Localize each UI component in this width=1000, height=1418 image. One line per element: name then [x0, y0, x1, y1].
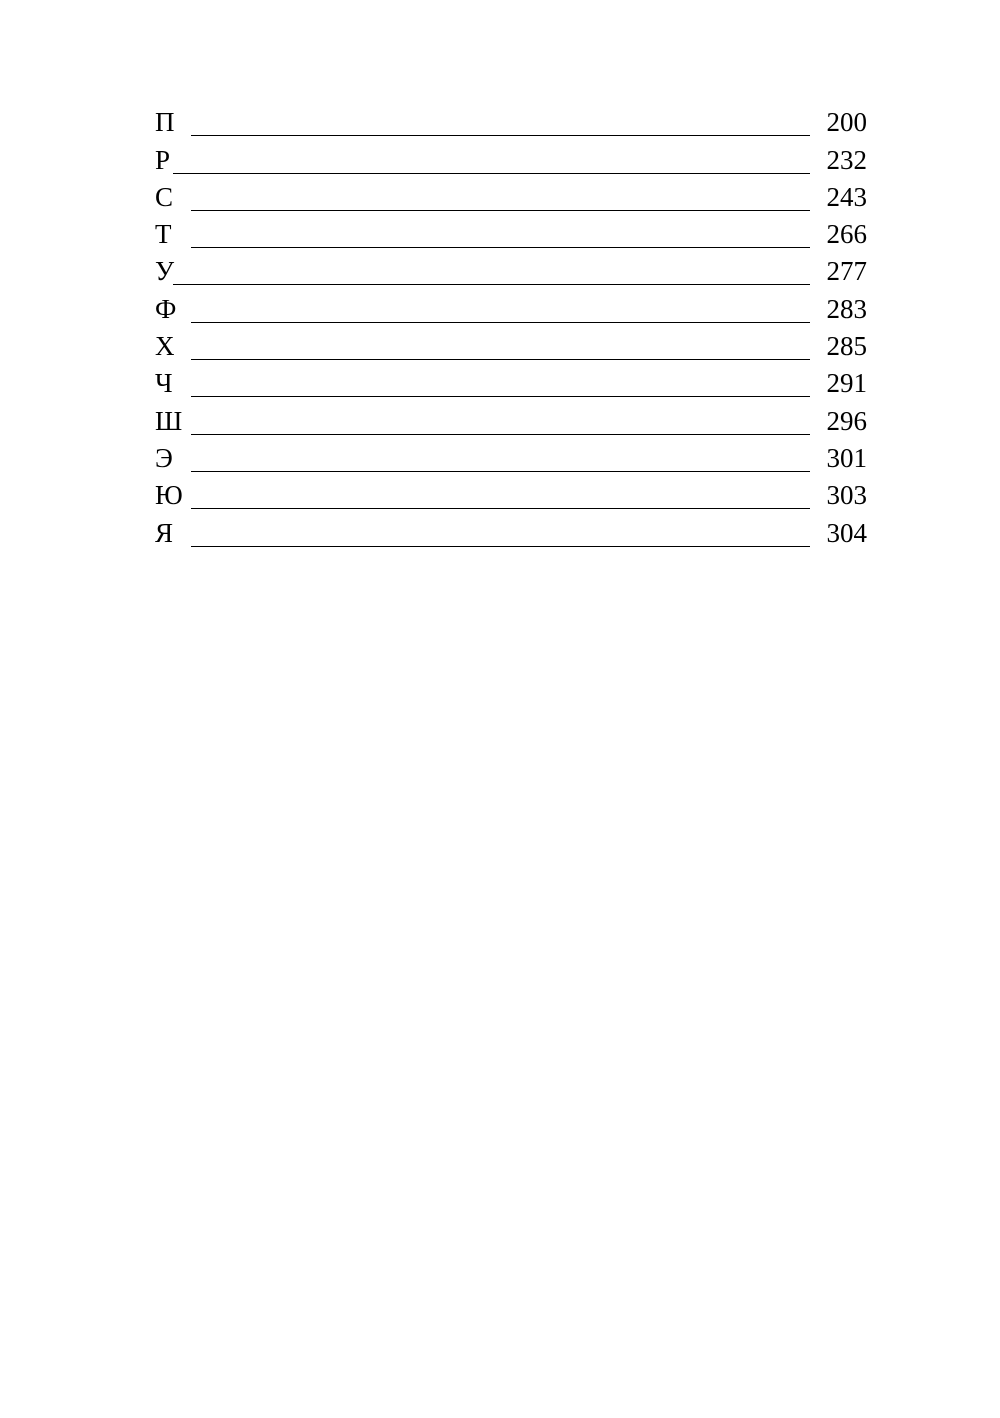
toc-letter: Р	[155, 144, 171, 175]
toc-leader-line	[191, 247, 810, 248]
toc-page-number: 266	[826, 219, 867, 250]
toc-entry[interactable]	[155, 175, 867, 212]
toc-entry[interactable]	[155, 100, 867, 137]
toc-letter: Э	[155, 442, 173, 473]
toc-page-number: 304	[826, 517, 867, 548]
toc-leader-line	[191, 508, 810, 509]
toc-entry[interactable]	[155, 324, 867, 361]
toc-letter: Ф	[155, 293, 177, 324]
toc-page-number: 232	[826, 144, 867, 175]
toc-page-number: 200	[826, 107, 867, 138]
toc-page-number: 301	[826, 442, 867, 473]
toc-letter: Ю	[155, 480, 183, 511]
toc-page-number: 303	[826, 480, 867, 511]
toc-letter: П	[155, 107, 175, 138]
toc-page-number: 285	[826, 331, 867, 362]
toc-letter: Х	[155, 331, 175, 362]
toc-entry[interactable]	[155, 398, 867, 435]
toc-page-number: 296	[826, 405, 867, 436]
toc-letter: Ч	[155, 368, 173, 399]
toc-page-number: 277	[826, 256, 867, 287]
toc-leader-line	[173, 173, 810, 174]
toc-entry[interactable]	[155, 361, 867, 398]
toc-leader-line	[191, 322, 810, 323]
toc-entry[interactable]	[155, 212, 867, 249]
toc-letter: Я	[155, 517, 174, 548]
toc-page-number: 291	[826, 368, 867, 399]
toc-entry[interactable]	[155, 137, 867, 174]
toc-leader-line	[173, 284, 810, 285]
toc-entry[interactable]	[155, 510, 867, 547]
toc-entry[interactable]	[155, 249, 867, 286]
toc-entry[interactable]	[155, 473, 867, 510]
toc-leader-line	[191, 434, 810, 435]
toc-leader-line	[191, 546, 810, 547]
toc-letter: Т	[155, 219, 172, 250]
toc-entry[interactable]	[155, 436, 867, 473]
toc-entry[interactable]	[155, 286, 867, 323]
toc-leader-line	[191, 359, 810, 360]
toc-leader-line	[191, 210, 810, 211]
toc-page-number: 243	[826, 181, 867, 212]
toc-leader-line	[191, 471, 810, 472]
toc-leader-line	[191, 135, 810, 136]
toc-letter: У	[155, 256, 175, 287]
toc-page-number: 283	[826, 293, 867, 324]
table-of-contents	[155, 100, 867, 548]
toc-letter: Ш	[155, 405, 183, 436]
toc-leader-line	[191, 396, 810, 397]
toc-letter: С	[155, 181, 174, 212]
